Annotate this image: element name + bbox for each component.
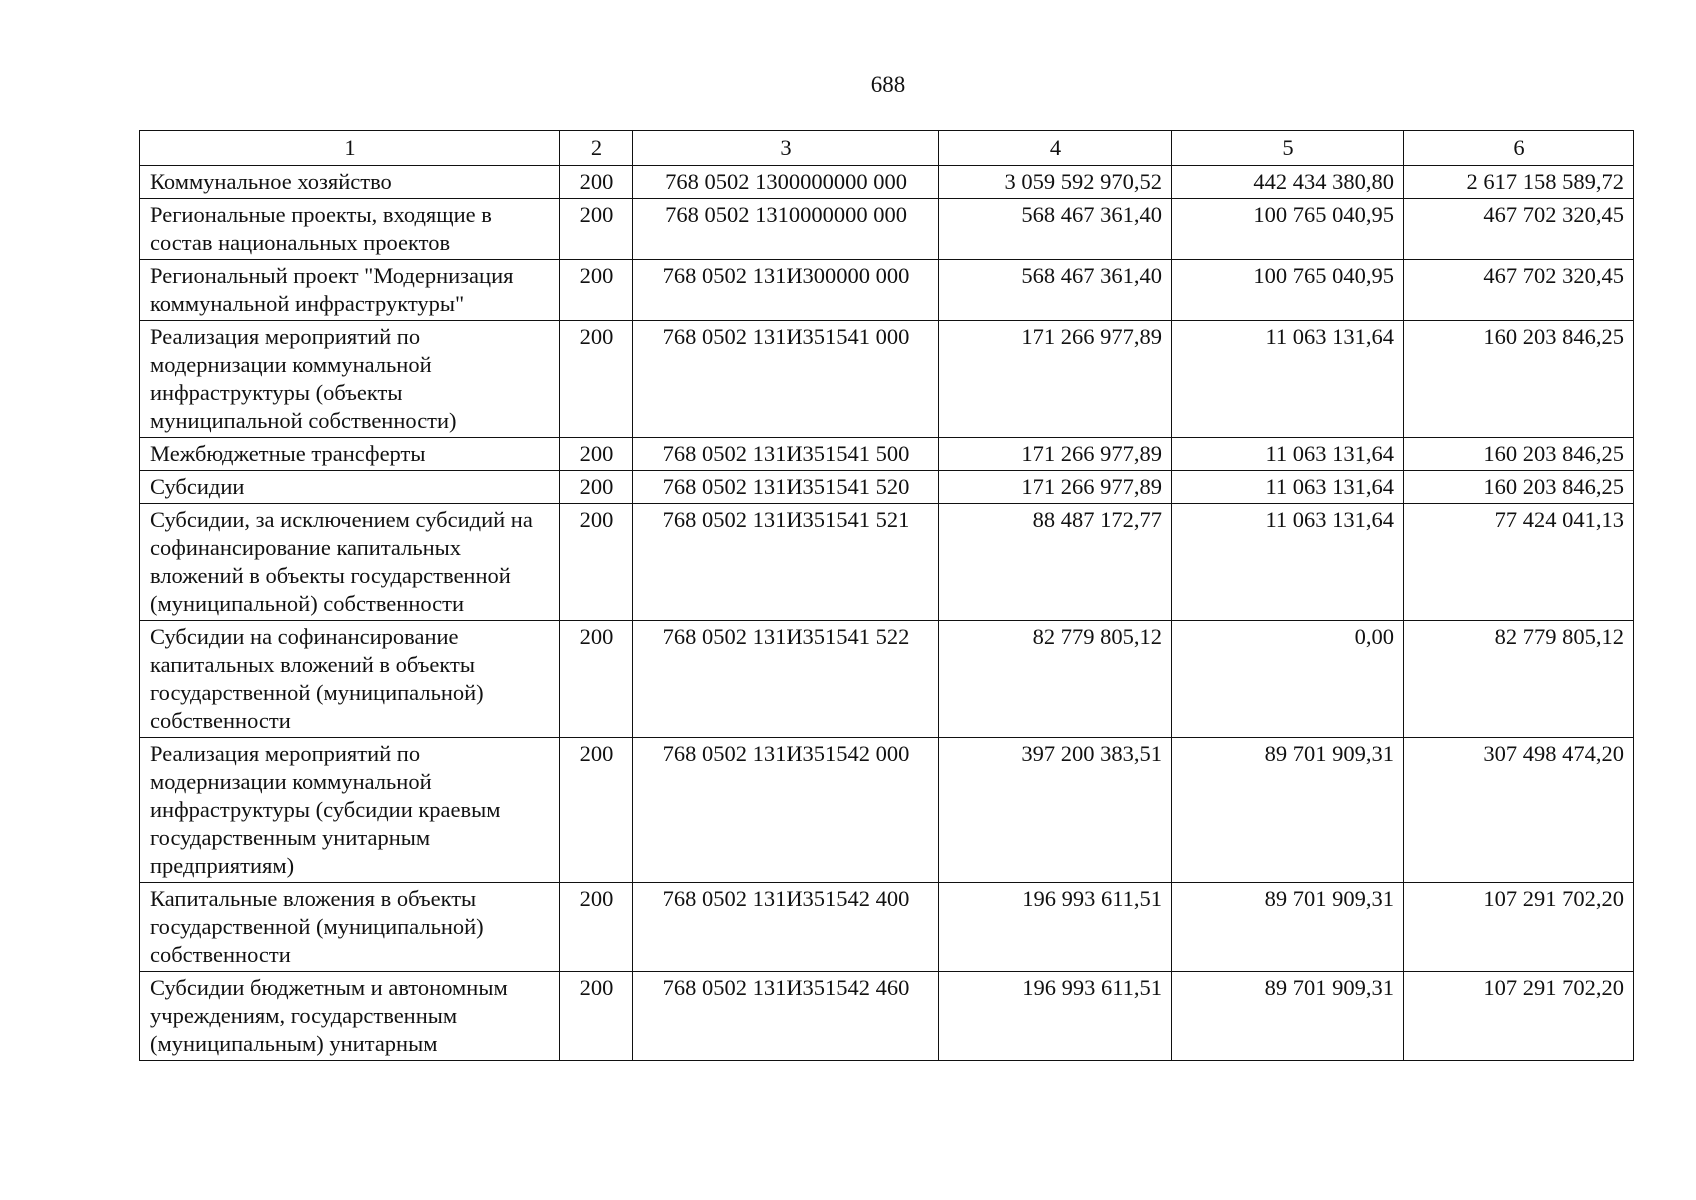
row-admin-code: 200	[560, 504, 633, 621]
table-row	[140, 321, 1634, 438]
table-row	[140, 738, 1634, 883]
row-admin-code: 200	[560, 438, 633, 471]
row-budget-code: 768 0502 131И351542 000	[633, 738, 939, 883]
row-admin-code: 200	[560, 972, 633, 1061]
table-row	[140, 471, 1634, 504]
row-remaining-amount: 82 779 805,12	[1404, 621, 1634, 738]
header-row	[140, 131, 1634, 166]
row-executed-amount: 100 765 040,95	[1172, 199, 1404, 260]
row-name: Субсидии, за исключением субсидий на софинансирование капитальных вложений в объекты государственной (муниципальной) собственности	[140, 504, 560, 621]
row-budget-code: 768 0502 131И351541 000	[633, 321, 939, 438]
row-remaining-amount: 160 203 846,25	[1404, 471, 1634, 504]
row-plan-amount: 568 467 361,40	[939, 260, 1172, 321]
row-remaining-amount: 107 291 702,20	[1404, 883, 1634, 972]
row-budget-code: 768 0502 131И351542 460	[633, 972, 939, 1061]
table-row	[140, 166, 1634, 199]
column-header-5: 5	[1172, 131, 1404, 166]
row-remaining-amount: 160 203 846,25	[1404, 321, 1634, 438]
column-header-2: 2	[560, 131, 633, 166]
row-executed-amount: 100 765 040,95	[1172, 260, 1404, 321]
row-budget-code: 768 0502 131И351542 400	[633, 883, 939, 972]
row-plan-amount: 171 266 977,89	[939, 321, 1172, 438]
row-admin-code: 200	[560, 621, 633, 738]
row-admin-code: 200	[560, 260, 633, 321]
column-header-3: 3	[633, 131, 939, 166]
row-remaining-amount: 467 702 320,45	[1404, 199, 1634, 260]
row-budget-code: 768 0502 1310000000 000	[633, 199, 939, 260]
row-remaining-amount: 467 702 320,45	[1404, 260, 1634, 321]
row-plan-amount: 397 200 383,51	[939, 738, 1172, 883]
row-executed-amount: 11 063 131,64	[1172, 504, 1404, 621]
table-row	[140, 883, 1634, 972]
row-executed-amount: 11 063 131,64	[1172, 471, 1404, 504]
table-header	[140, 131, 1634, 166]
row-admin-code: 200	[560, 471, 633, 504]
row-name: Реализация мероприятий по модернизации коммунальной инфраструктуры (субсидии краевым государственным унитарным предприятиям)	[140, 738, 560, 883]
table-row	[140, 260, 1634, 321]
row-plan-amount: 88 487 172,77	[939, 504, 1172, 621]
row-name: Региональные проекты, входящие в состав национальных проектов	[140, 199, 560, 260]
row-name: Коммунальное хозяйство	[140, 166, 560, 199]
row-remaining-amount: 307 498 474,20	[1404, 738, 1634, 883]
row-admin-code: 200	[560, 321, 633, 438]
row-name: Субсидии на софинансирование капитальных вложений в объекты государственной (муниципальной) собственности	[140, 621, 560, 738]
table-row	[140, 199, 1634, 260]
row-budget-code: 768 0502 131И351541 500	[633, 438, 939, 471]
row-plan-amount: 171 266 977,89	[939, 471, 1172, 504]
row-remaining-amount: 77 424 041,13	[1404, 504, 1634, 621]
row-remaining-amount: 160 203 846,25	[1404, 438, 1634, 471]
row-plan-amount: 3 059 592 970,52	[939, 166, 1172, 199]
row-name: Межбюджетные трансферты	[140, 438, 560, 471]
row-executed-amount: 11 063 131,64	[1172, 438, 1404, 471]
row-admin-code: 200	[560, 166, 633, 199]
table-row	[140, 621, 1634, 738]
column-header-1: 1	[140, 131, 560, 166]
row-plan-amount: 196 993 611,51	[939, 883, 1172, 972]
row-name: Субсидии бюджетным и автономным учреждениям, государственным (муниципальным) унитарным	[140, 972, 560, 1061]
table-row	[140, 438, 1634, 471]
row-admin-code: 200	[560, 883, 633, 972]
row-budget-code: 768 0502 1300000000 000	[633, 166, 939, 199]
row-remaining-amount: 2 617 158 589,72	[1404, 166, 1634, 199]
column-header-6: 6	[1404, 131, 1634, 166]
row-budget-code: 768 0502 131И351541 522	[633, 621, 939, 738]
row-executed-amount: 89 701 909,31	[1172, 738, 1404, 883]
table-row	[140, 504, 1634, 621]
row-executed-amount: 89 701 909,31	[1172, 972, 1404, 1061]
row-budget-code: 768 0502 131И300000 000	[633, 260, 939, 321]
row-budget-code: 768 0502 131И351541 520	[633, 471, 939, 504]
row-plan-amount: 82 779 805,12	[939, 621, 1172, 738]
page-number: 688	[870, 72, 906, 97]
row-name: Капитальные вложения в объекты государственной (муниципальной) собственности	[140, 883, 560, 972]
row-remaining-amount: 107 291 702,20	[1404, 972, 1634, 1061]
row-executed-amount: 11 063 131,64	[1172, 321, 1404, 438]
row-plan-amount: 171 266 977,89	[939, 438, 1172, 471]
row-name: Реализация мероприятий по модернизации коммунальной инфраструктуры (объекты муниципальной собственности)	[140, 321, 560, 438]
row-plan-amount: 196 993 611,51	[939, 972, 1172, 1061]
table-body	[140, 166, 1634, 1061]
row-executed-amount: 442 434 380,80	[1172, 166, 1404, 199]
row-admin-code: 200	[560, 199, 633, 260]
row-admin-code: 200	[560, 738, 633, 883]
row-name: Субсидии	[140, 471, 560, 504]
column-header-4: 4	[939, 131, 1172, 166]
row-name: Региональный проект "Модернизация коммунальной инфраструктуры"	[140, 260, 560, 321]
row-executed-amount: 0,00	[1172, 621, 1404, 738]
row-executed-amount: 89 701 909,31	[1172, 883, 1404, 972]
budget-table	[139, 130, 1634, 1061]
row-budget-code: 768 0502 131И351541 521	[633, 504, 939, 621]
row-plan-amount: 568 467 361,40	[939, 199, 1172, 260]
table-row	[140, 972, 1634, 1061]
